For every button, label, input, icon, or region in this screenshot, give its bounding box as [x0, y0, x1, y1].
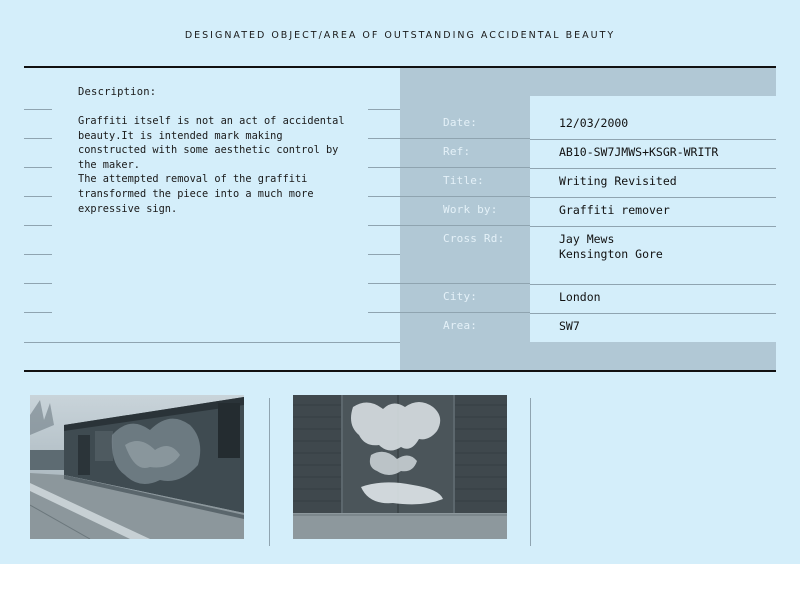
photo-street-wall	[30, 395, 244, 539]
photo-door-graffiti	[293, 395, 507, 539]
ruled-line	[24, 225, 52, 226]
ruled-line	[530, 226, 776, 227]
cross-road-label: Cross Rd:	[443, 232, 505, 245]
title-label: Title:	[443, 174, 484, 187]
ruled-line	[24, 312, 52, 313]
title-value: Writing Revisited	[559, 174, 677, 188]
ruled-line	[368, 312, 530, 313]
ruled-line	[24, 138, 52, 139]
ruled-line	[368, 254, 400, 255]
ruled-line	[368, 167, 530, 168]
description-line: The attempted removal of the graffiti	[78, 173, 308, 186]
description-line: constructed with some aesthetic control by	[78, 144, 339, 157]
ruled-line	[530, 197, 776, 198]
details-values-area	[530, 96, 776, 342]
ruled-line	[368, 283, 530, 284]
door-graffiti-image	[293, 395, 507, 539]
ruled-line	[368, 196, 530, 197]
workby-value: Graffiti remover	[559, 203, 670, 217]
ruled-line	[24, 254, 52, 255]
area-label: Area:	[443, 319, 478, 332]
cross-road-line: Kensington Gore	[559, 246, 663, 261]
description-line: beauty.It is intended mark making	[78, 129, 283, 142]
ruled-line	[24, 196, 52, 197]
description-line: transformed the piece into a much more	[78, 187, 314, 200]
page-title: DESIGNATED OBJECT/AREA OF OUTSTANDING ACCIDENTAL BEAUTY	[184, 30, 616, 41]
workby-label: Work by:	[443, 203, 498, 216]
city-value: London	[559, 290, 601, 304]
area-value: SW7	[559, 319, 580, 333]
ref-label: Ref:	[443, 145, 471, 158]
ruled-line	[24, 167, 52, 168]
bottom-rule	[24, 370, 776, 372]
date-value: 12/03/2000	[559, 116, 629, 130]
photo-separator	[530, 398, 531, 546]
ruled-line	[368, 109, 400, 110]
ruled-line	[530, 139, 776, 140]
ruled-line	[24, 283, 52, 284]
description-line: Graffiti itself is not an act of accidental	[78, 115, 345, 127]
ruled-line	[530, 313, 776, 314]
cross-road-line: Jay Mews	[559, 232, 615, 246]
ref-value: AB10-SW7JMWS+KSGR-WRITR	[559, 145, 719, 159]
description-label: Description:	[78, 86, 157, 98]
cross-road-value	[559, 232, 663, 261]
street-wall-image	[30, 395, 244, 539]
description-line: the maker.	[78, 158, 140, 171]
description-line: expressive sign.	[78, 202, 178, 215]
ruled-line	[368, 225, 530, 226]
photo-separator	[269, 398, 270, 546]
date-label: Date:	[443, 116, 478, 129]
city-label: City:	[443, 290, 478, 303]
ruled-line	[24, 342, 400, 343]
ruled-line	[368, 138, 530, 139]
ruled-line	[24, 109, 52, 110]
description-text	[78, 114, 368, 216]
ruled-line	[530, 168, 776, 169]
ruled-line	[530, 284, 776, 285]
